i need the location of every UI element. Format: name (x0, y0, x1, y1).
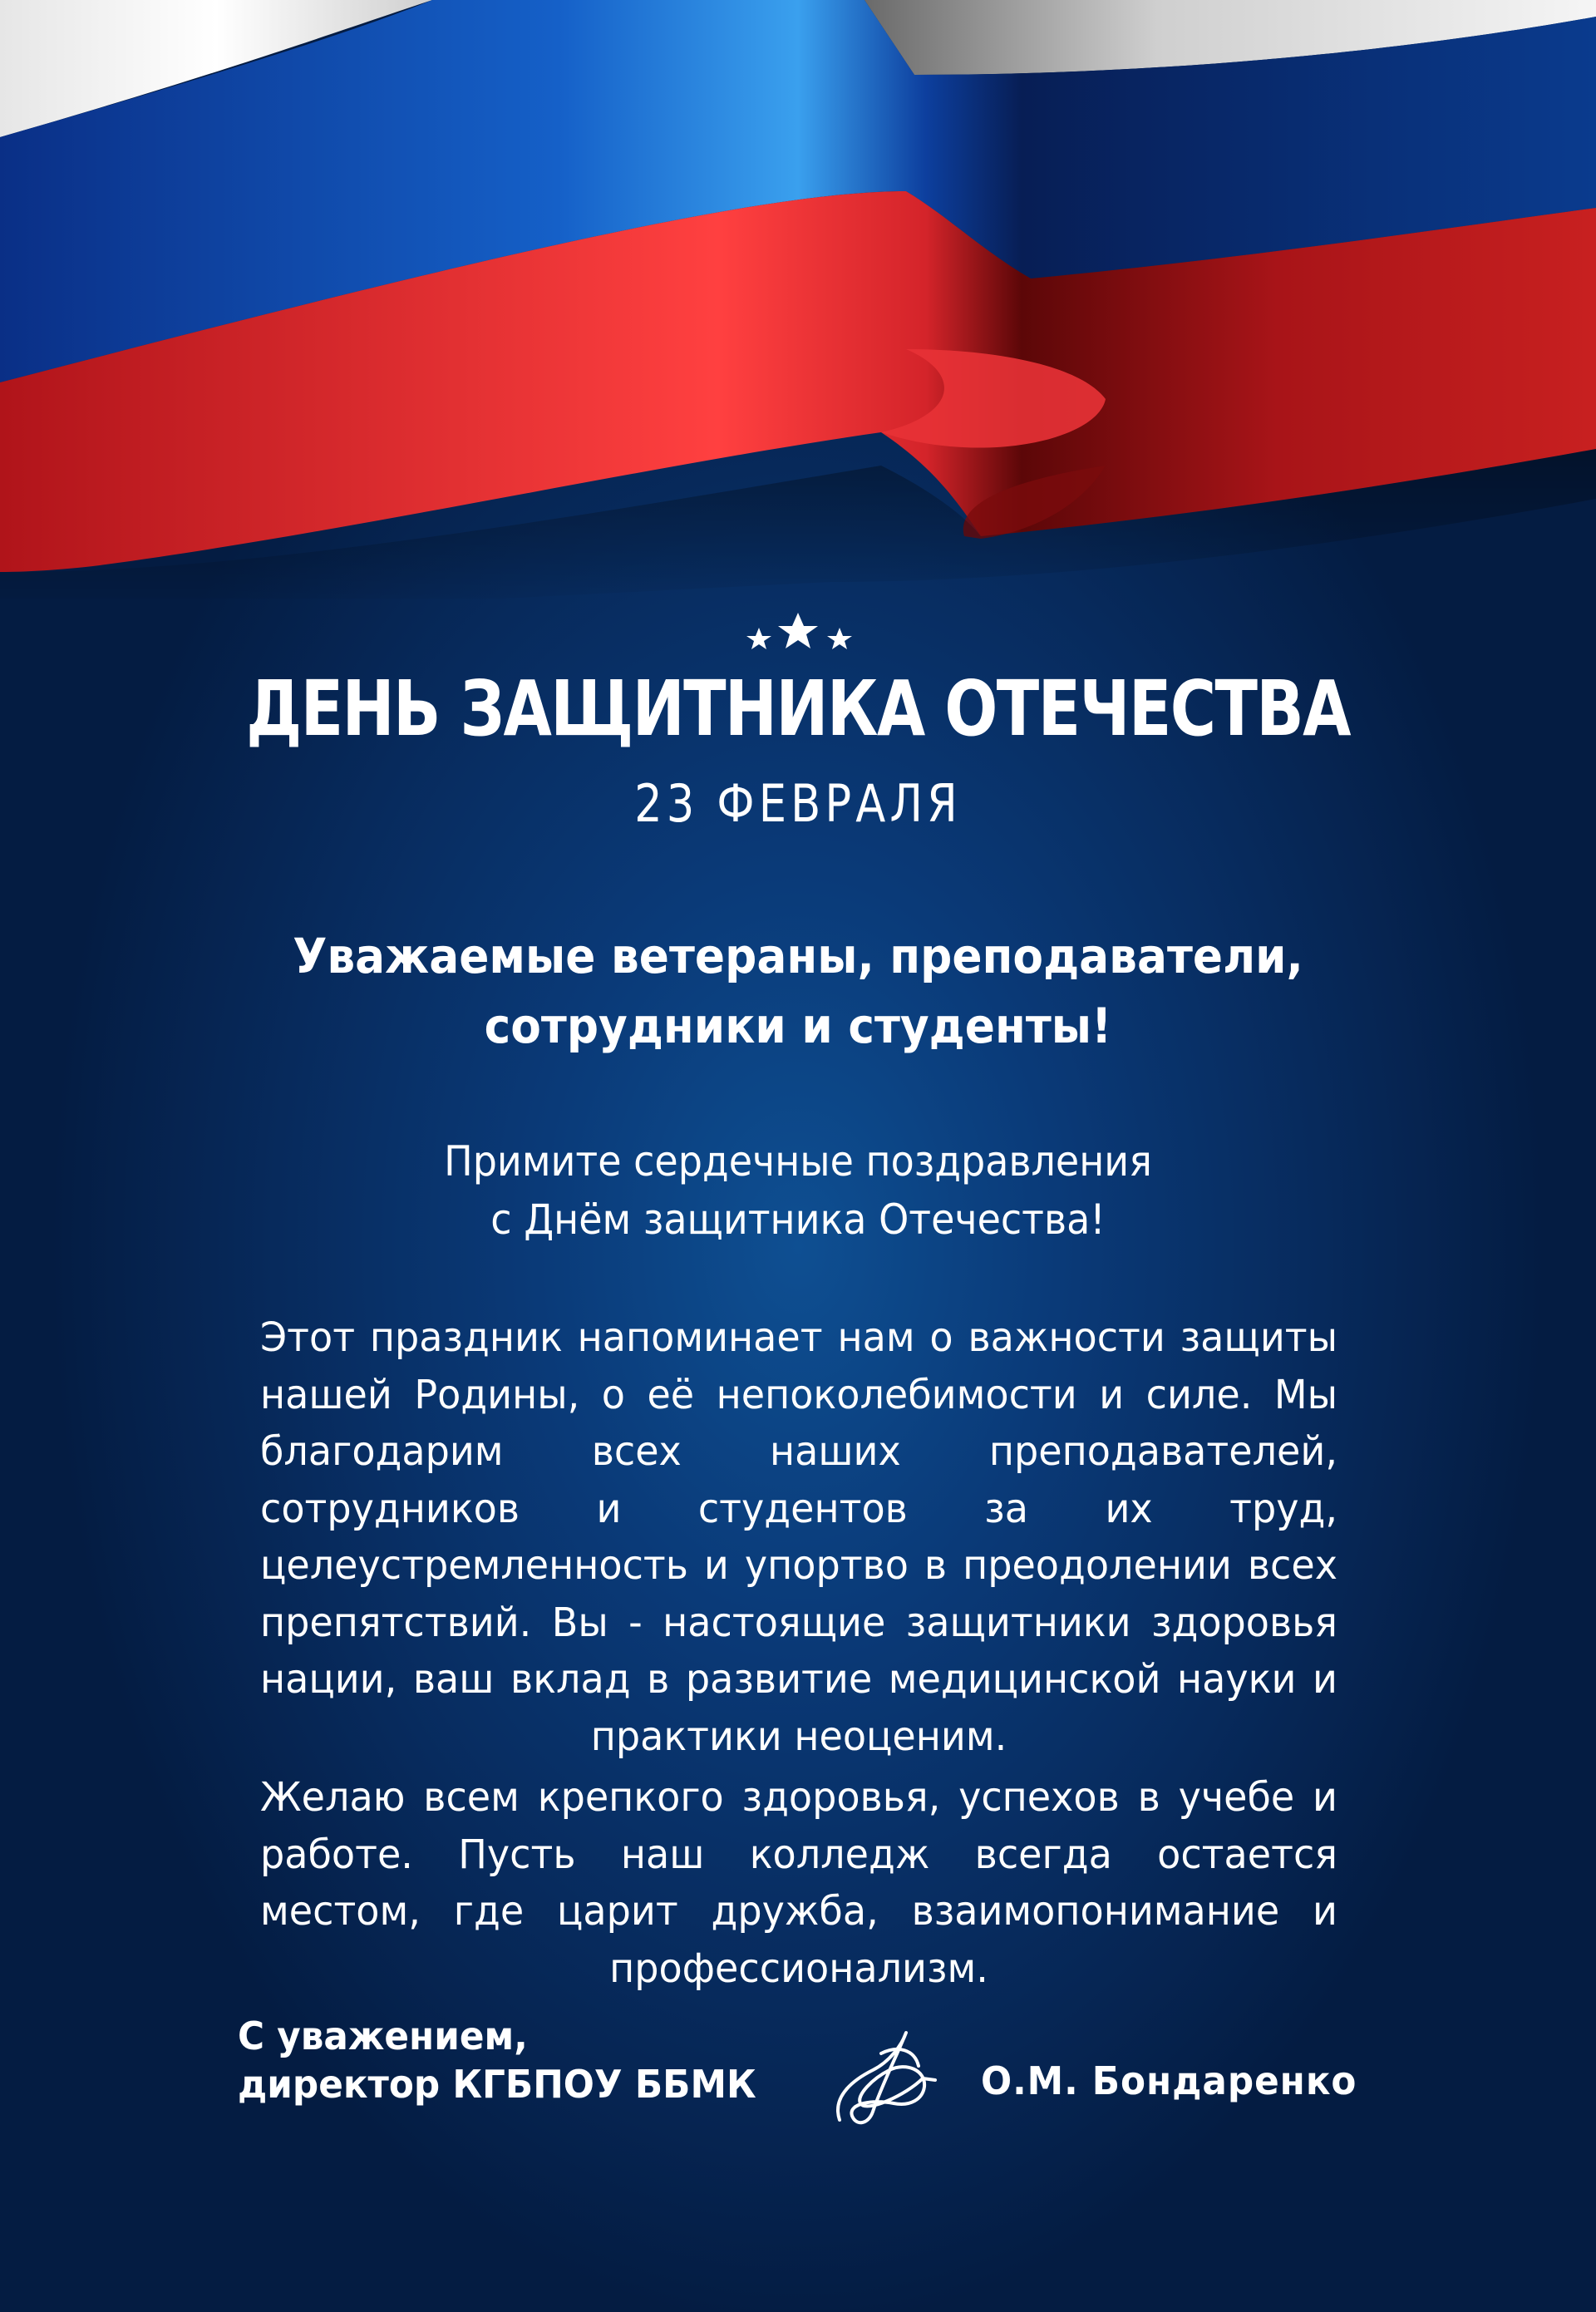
signature-mark (823, 2020, 948, 2137)
closing-position: директор КГБПОУ ББМК (238, 2062, 756, 2107)
congrats-line: Примите сердечные поздравления (444, 1137, 1152, 1186)
star-icon (778, 613, 818, 648)
paragraph-text: Этот праздник напоминает нам о важности защиты нашей Родины, о её непоколебимости и силе. Мы благодарим всех наших преподавателей, сотрудников и студентов за их труд, целеустремленность и упортво в преодолении всех препятствий. Вы - настоящие защитники здоровья нации, ваш вклад в развитие медицинской науки и практики неоценим. (260, 1314, 1337, 1760)
congrats-line: с Днём защитника Отечества! (490, 1195, 1106, 1244)
greeting-heading (263, 921, 1333, 1061)
holiday-date: 23 ФЕВРАЛЯ (634, 773, 962, 834)
stars-decoration (0, 603, 1596, 653)
page-title: ДЕНЬ ЗАЩИТНИКА ОТЕЧЕСТВА (246, 664, 1350, 753)
greeting-line: сотрудники и студенты! (484, 998, 1112, 1054)
body-paragraph-1 (238, 1309, 1360, 1765)
russian-flag-ribbon (0, 0, 1596, 599)
paragraph-text: Желаю всем крепкого здоровья, успехов в учебе и работе. Пусть наш колледж всегда остается местом, где царит дружба, взаимопонимание и профессионализм. (260, 1774, 1337, 1992)
star-icon (827, 628, 852, 649)
closing-regards: С уважением, (238, 2014, 528, 2058)
greeting-line: Уважаемые ветераны, преподаватели, (293, 928, 1303, 984)
congratulations (339, 1132, 1257, 1249)
closing-block (238, 2012, 791, 2108)
signer-name: О.М. Бондаренко (981, 2058, 1357, 2103)
star-icon (746, 628, 771, 649)
body-paragraph-2 (238, 1769, 1360, 1997)
